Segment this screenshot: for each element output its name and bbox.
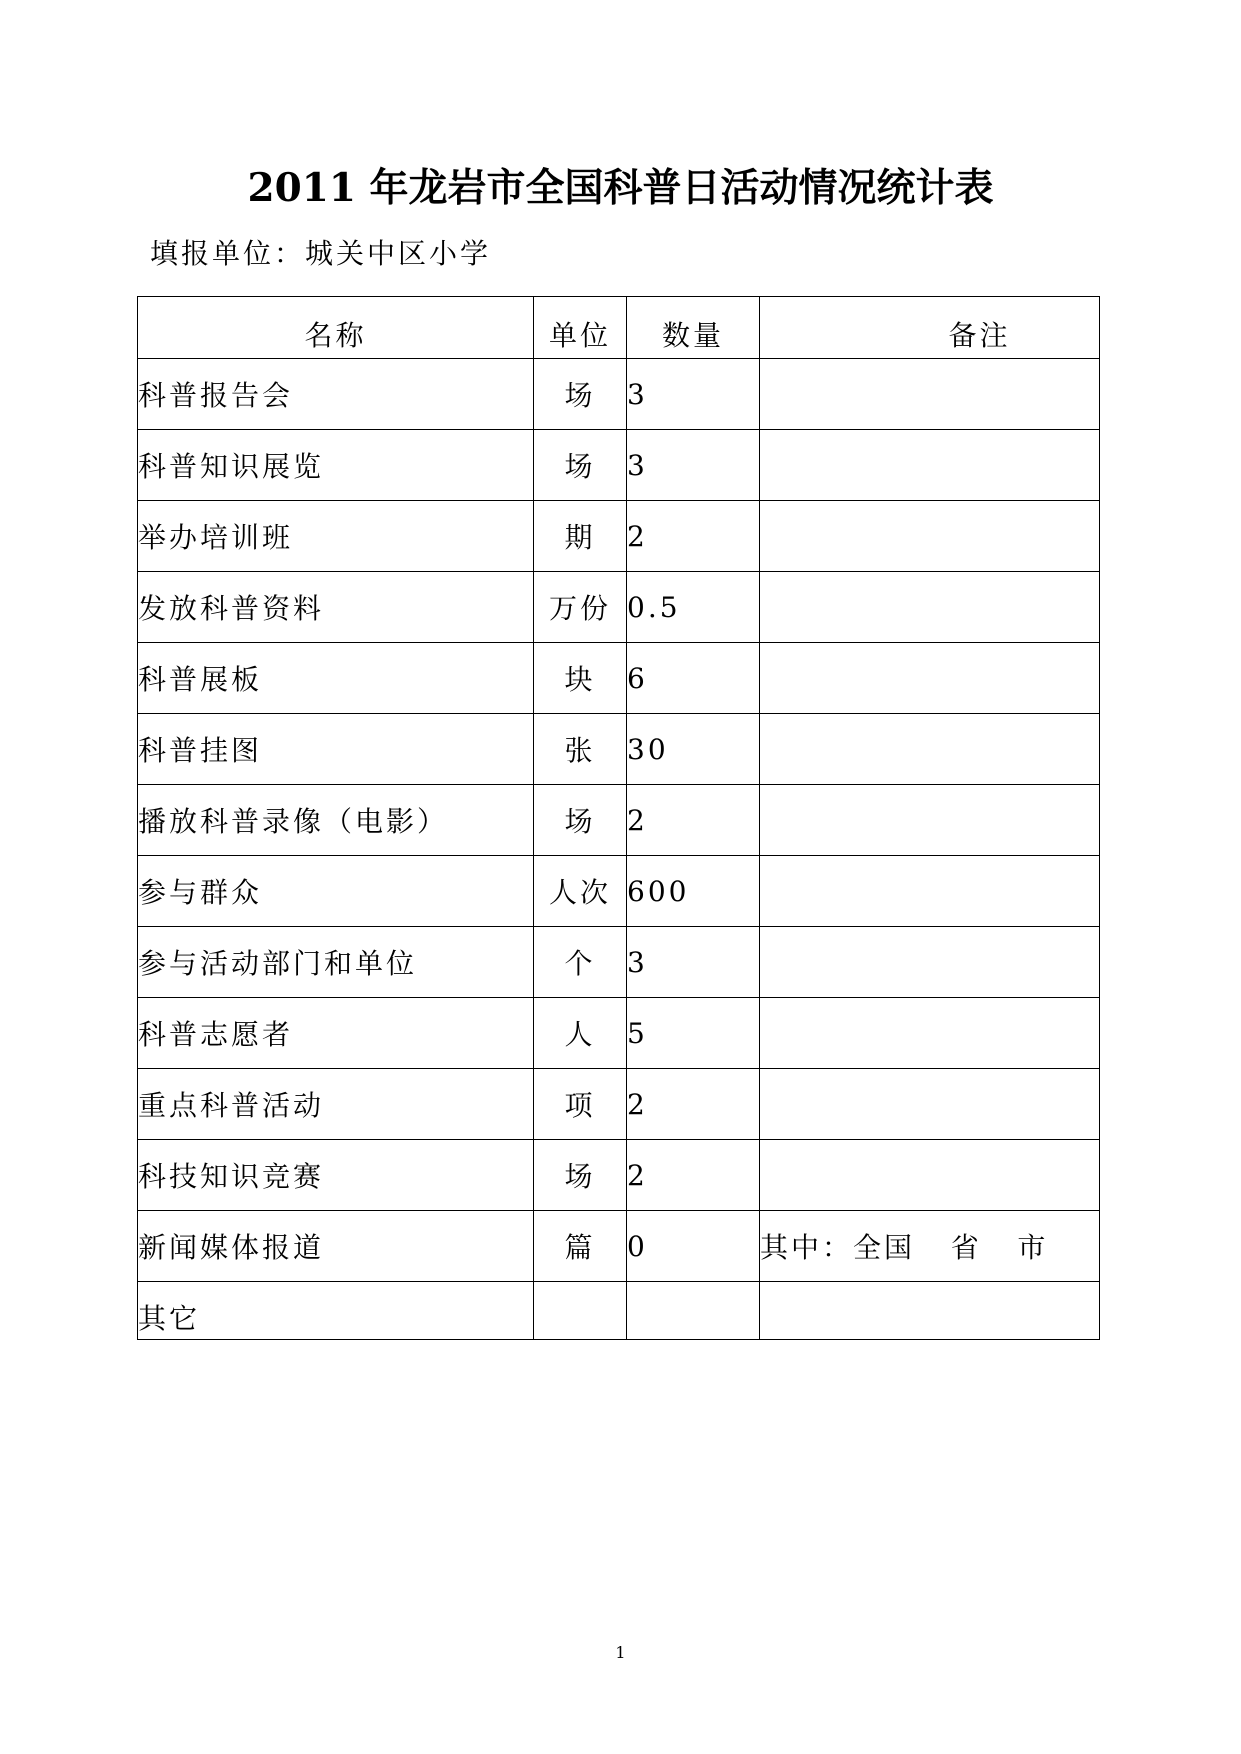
- table-row: [138, 714, 1100, 785]
- row-unit: [534, 1282, 627, 1340]
- row-note: [760, 572, 1100, 643]
- row-quantity: 0.5: [627, 572, 760, 643]
- row-name: 参与活动部门和单位: [138, 927, 534, 998]
- row-note: [760, 501, 1100, 572]
- row-quantity: 6: [627, 643, 760, 714]
- table-row: [138, 359, 1100, 430]
- table-row: [138, 1140, 1100, 1211]
- document-title: 2011 年龙岩市全国科普日活动情况统计表: [247, 165, 994, 211]
- row-quantity: 0: [627, 1211, 760, 1282]
- statistics-table: [137, 296, 1100, 1340]
- row-note: [760, 359, 1100, 430]
- row-quantity: 3: [627, 430, 760, 501]
- row-name: 科普报告会: [138, 359, 534, 430]
- row-quantity: 2: [627, 1140, 760, 1211]
- row-note: [760, 1140, 1100, 1211]
- table-row: [138, 1282, 1100, 1340]
- table-row: [138, 430, 1100, 501]
- reporting-unit: 填报单位：城关中区小学: [150, 237, 492, 270]
- row-quantity: 2: [627, 785, 760, 856]
- row-note: [760, 927, 1100, 998]
- row-unit: 篇: [534, 1211, 627, 1282]
- row-note: [760, 785, 1100, 856]
- header-name: 名称: [138, 297, 534, 359]
- table-row: [138, 927, 1100, 998]
- row-note: [760, 856, 1100, 927]
- row-name: 科普知识展览: [138, 430, 534, 501]
- row-name: 新闻媒体报道: [138, 1211, 534, 1282]
- row-note: [760, 430, 1100, 501]
- row-unit: 场: [534, 1140, 627, 1211]
- row-name: 播放科普录像（电影）: [138, 785, 534, 856]
- row-quantity: 3: [627, 927, 760, 998]
- row-unit: 场: [534, 430, 627, 501]
- row-note: 其中：全国 省 市: [760, 1211, 1100, 1282]
- table-header-row: [138, 297, 1100, 359]
- row-unit: 张: [534, 714, 627, 785]
- row-quantity: 30: [627, 714, 760, 785]
- row-quantity: 2: [627, 1069, 760, 1140]
- row-note: [760, 643, 1100, 714]
- table-row: [138, 998, 1100, 1069]
- table-row: [138, 501, 1100, 572]
- row-unit: 人: [534, 998, 627, 1069]
- row-name: 科普挂图: [138, 714, 534, 785]
- row-note: [760, 1282, 1100, 1340]
- row-quantity: [627, 1282, 760, 1340]
- row-name: 科普展板: [138, 643, 534, 714]
- row-name: 举办培训班: [138, 501, 534, 572]
- row-unit: 个: [534, 927, 627, 998]
- table-row: [138, 1211, 1100, 1282]
- row-name: 其它: [138, 1282, 534, 1340]
- row-name: 科普志愿者: [138, 998, 534, 1069]
- row-quantity: 600: [627, 856, 760, 927]
- row-name: 参与群众: [138, 856, 534, 927]
- row-quantity: 2: [627, 501, 760, 572]
- row-unit: 块: [534, 643, 627, 714]
- table-row: [138, 572, 1100, 643]
- header-note: 备注: [760, 297, 1100, 359]
- row-unit: 项: [534, 1069, 627, 1140]
- row-quantity: 3: [627, 359, 760, 430]
- row-unit: 场: [534, 359, 627, 430]
- row-note: [760, 1069, 1100, 1140]
- row-unit: 万份: [534, 572, 627, 643]
- row-name: 发放科普资料: [138, 572, 534, 643]
- row-note: [760, 714, 1100, 785]
- table-row: [138, 856, 1100, 927]
- table-row: [138, 643, 1100, 714]
- row-unit: 场: [534, 785, 627, 856]
- table-row: [138, 1069, 1100, 1140]
- row-unit: 人次: [534, 856, 627, 927]
- row-unit: 期: [534, 501, 627, 572]
- row-quantity: 5: [627, 998, 760, 1069]
- header-quantity: 数量: [627, 297, 760, 359]
- header-unit: 单位: [534, 297, 627, 359]
- row-name: 科技知识竞赛: [138, 1140, 534, 1211]
- row-note: [760, 998, 1100, 1069]
- row-name: 重点科普活动: [138, 1069, 534, 1140]
- page-number: 1: [615, 1643, 626, 1662]
- table-row: [138, 785, 1100, 856]
